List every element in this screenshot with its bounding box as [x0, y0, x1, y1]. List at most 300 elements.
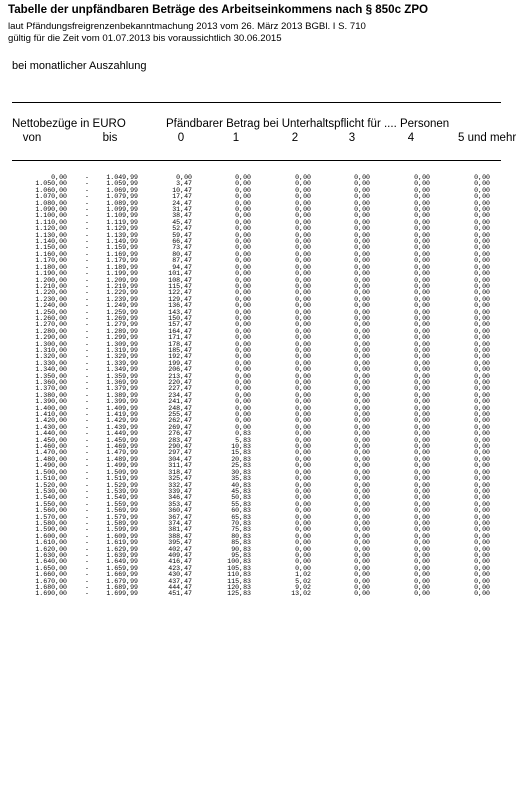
cell-from: 1.120,00: [35, 225, 67, 233]
cell-persons-0: 332,47: [168, 481, 192, 489]
cell-from: 1.380,00: [35, 391, 67, 399]
range-dash: -: [85, 257, 89, 265]
cell-from: 0,00: [51, 174, 67, 181]
cell-persons-1: 0,00: [235, 340, 251, 348]
cell-from: 1.460,00: [35, 443, 67, 451]
cell-from: 1.360,00: [35, 379, 67, 386]
range-dash: -: [85, 590, 89, 598]
cell-to: 1.439,99: [106, 423, 138, 431]
cell-persons-1: 0,00: [235, 250, 251, 258]
range-dash: -: [85, 334, 89, 342]
cell-persons-3: 0,00: [354, 564, 370, 572]
cell-persons-3: 0,00: [354, 391, 370, 399]
cell-persons-1: 0,00: [235, 372, 251, 380]
cell-persons-5: 0,00: [474, 186, 490, 194]
cell-to: 1.309,99: [106, 340, 138, 348]
cell-persons-1: 0,00: [235, 289, 251, 297]
cell-persons-0: 402,47: [168, 545, 192, 553]
cell-persons-2: 0,00: [295, 481, 311, 489]
cell-persons-1: 0,00: [235, 295, 251, 303]
cell-from: 1.670,00: [35, 577, 67, 585]
cell-persons-2: 0,00: [295, 526, 311, 534]
cell-persons-4: 0,00: [414, 372, 430, 380]
cell-to: 1.209,99: [106, 276, 138, 284]
cell-persons-2: 0,00: [295, 391, 311, 399]
cell-to: 1.219,99: [106, 282, 138, 290]
cell-persons-4: 0,00: [414, 308, 430, 316]
range-dash: -: [85, 455, 89, 463]
column-from-header: von: [22, 132, 42, 144]
cell-persons-0: 143,47: [168, 308, 192, 316]
range-dash: -: [85, 359, 89, 367]
cell-persons-5: 0,00: [474, 174, 490, 181]
range-dash: -: [85, 353, 89, 361]
cell-persons-0: 0,00: [176, 174, 192, 181]
range-dash: -: [85, 475, 89, 483]
cell-persons-4: 0,00: [414, 314, 430, 322]
cell-to: 1.609,99: [106, 532, 138, 540]
cell-to: 1.089,99: [106, 199, 138, 207]
cell-from: 1.320,00: [35, 353, 67, 361]
cell-persons-5: 0,00: [474, 372, 490, 380]
range-dash: -: [85, 481, 89, 489]
cell-persons-4: 0,00: [414, 584, 430, 591]
cell-persons-4: 0,00: [414, 558, 430, 566]
range-dash: -: [85, 417, 89, 425]
cell-persons-3: 0,00: [354, 359, 370, 367]
cell-persons-2: 0,00: [295, 321, 311, 329]
cell-persons-4: 0,00: [414, 186, 430, 194]
column-persons-1-header: 1: [232, 132, 240, 144]
cell-persons-2: 0,00: [295, 244, 311, 252]
cell-to: 1.129,99: [106, 225, 138, 233]
cell-persons-5: 0,00: [474, 571, 490, 579]
cell-to: 1.049,99: [106, 174, 138, 181]
cell-persons-2: 5,02: [295, 577, 311, 585]
cell-persons-1: 0,00: [235, 225, 251, 233]
cell-persons-2: 0,00: [295, 366, 311, 374]
cell-persons-1: 0,00: [235, 321, 251, 329]
cell-from: 1.610,00: [35, 539, 67, 547]
cell-persons-5: 0,00: [474, 238, 490, 246]
cell-persons-4: 0,00: [414, 404, 430, 412]
cell-persons-4: 0,00: [414, 238, 430, 246]
cell-persons-1: 50,83: [231, 494, 251, 502]
cell-persons-4: 0,00: [414, 334, 430, 342]
cell-to: 1.229,99: [106, 289, 138, 297]
cell-persons-5: 0,00: [474, 206, 490, 214]
cell-persons-0: 325,47: [168, 475, 192, 483]
cell-persons-1: 115,83: [227, 577, 251, 585]
cell-persons-2: 0,00: [295, 289, 311, 297]
cell-persons-4: 0,00: [414, 481, 430, 489]
cell-persons-0: 367,47: [168, 513, 192, 521]
cell-persons-2: 0,00: [295, 199, 311, 207]
cell-persons-3: 0,00: [354, 314, 370, 322]
cell-to: 1.249,99: [106, 302, 138, 310]
cell-persons-4: 0,00: [414, 321, 430, 329]
cell-from: 1.480,00: [35, 455, 67, 463]
cell-persons-3: 0,00: [354, 487, 370, 495]
cell-to: 1.619,99: [106, 539, 138, 547]
cell-persons-5: 0,00: [474, 334, 490, 342]
cell-persons-4: 0,00: [414, 443, 430, 451]
cell-persons-5: 0,00: [474, 270, 490, 278]
cell-from: 1.560,00: [35, 507, 67, 515]
cell-from: 1.210,00: [35, 282, 67, 290]
cell-persons-2: 0,00: [295, 334, 311, 342]
cell-persons-0: 339,47: [168, 487, 192, 495]
range-dash: -: [85, 564, 89, 572]
cell-from: 1.540,00: [35, 494, 67, 502]
cell-from: 1.080,00: [35, 199, 67, 207]
cell-persons-3: 0,00: [354, 398, 370, 406]
range-dash: -: [85, 532, 89, 540]
cell-persons-2: 0,00: [295, 231, 311, 239]
cell-persons-4: 0,00: [414, 539, 430, 547]
cell-persons-2: 0,00: [295, 449, 311, 457]
cell-from: 1.650,00: [35, 564, 67, 572]
cell-persons-2: 0,00: [295, 468, 311, 476]
cell-persons-2: 0,00: [295, 545, 311, 553]
cell-persons-1: 25,83: [231, 462, 251, 470]
cell-persons-4: 0,00: [414, 359, 430, 367]
range-dash: -: [85, 327, 89, 335]
cell-to: 1.699,99: [106, 590, 138, 598]
cell-to: 1.079,99: [106, 193, 138, 201]
range-dash: -: [85, 513, 89, 521]
cell-persons-3: 0,00: [354, 590, 370, 598]
cell-persons-2: 0,00: [295, 174, 311, 181]
cell-persons-0: 444,47: [168, 584, 192, 591]
cell-persons-4: 0,00: [414, 346, 430, 354]
cell-to: 1.419,99: [106, 411, 138, 419]
cell-persons-0: 87,47: [172, 257, 192, 265]
cell-persons-3: 0,00: [354, 231, 370, 239]
cell-persons-1: 0,00: [235, 314, 251, 322]
cell-from: 1.490,00: [35, 462, 67, 470]
range-dash: -: [85, 443, 89, 451]
cell-from: 1.390,00: [35, 398, 67, 406]
cell-persons-3: 0,00: [354, 180, 370, 188]
range-dash: -: [85, 487, 89, 495]
cell-persons-1: 0,00: [235, 238, 251, 246]
cell-persons-5: 0,00: [474, 199, 490, 207]
cell-from: 1.570,00: [35, 513, 67, 521]
cell-persons-0: 157,47: [168, 321, 192, 329]
cell-persons-0: 262,47: [168, 417, 192, 425]
cell-from: 1.520,00: [35, 481, 67, 489]
cell-persons-5: 0,00: [474, 564, 490, 572]
range-dash: -: [85, 193, 89, 201]
cell-persons-2: 0,00: [295, 225, 311, 233]
cell-persons-2: 0,00: [295, 423, 311, 431]
cell-persons-1: 40,83: [231, 481, 251, 489]
cell-persons-4: 0,00: [414, 500, 430, 508]
range-dash: -: [85, 174, 89, 181]
cell-persons-3: 0,00: [354, 539, 370, 547]
cell-from: 1.150,00: [35, 244, 67, 252]
cell-persons-2: 0,00: [295, 455, 311, 463]
cell-persons-5: 0,00: [474, 398, 490, 406]
cell-persons-2: 0,00: [295, 282, 311, 290]
cell-persons-0: 24,47: [172, 199, 192, 207]
cell-to: 1.669,99: [106, 571, 138, 579]
cell-persons-2: 0,00: [295, 359, 311, 367]
subtitle-validity: gültig für die Zeit vom 01.07.2013 bis voraussichtlich 30.06.2015: [8, 33, 282, 44]
range-dash: -: [85, 321, 89, 329]
range-dash: -: [85, 436, 89, 444]
cell-persons-0: 73,47: [172, 244, 192, 252]
range-dash: -: [85, 539, 89, 547]
cell-to: 1.499,99: [106, 462, 138, 470]
cell-persons-4: 0,00: [414, 423, 430, 431]
cell-persons-2: 0,00: [295, 302, 311, 310]
cell-persons-0: 409,47: [168, 551, 192, 559]
cell-persons-5: 0,00: [474, 443, 490, 451]
cell-from: 1.050,00: [35, 180, 67, 188]
cell-to: 1.279,99: [106, 321, 138, 329]
cell-persons-4: 0,00: [414, 468, 430, 476]
cell-persons-4: 0,00: [414, 507, 430, 515]
cell-persons-0: 248,47: [168, 404, 192, 412]
cell-from: 1.200,00: [35, 276, 67, 284]
cell-persons-0: 451,47: [168, 590, 192, 598]
cell-persons-5: 0,00: [474, 263, 490, 271]
cell-persons-3: 0,00: [354, 449, 370, 457]
cell-persons-3: 0,00: [354, 340, 370, 348]
cell-from: 1.470,00: [35, 449, 67, 457]
cell-persons-1: 0,00: [235, 186, 251, 194]
cell-persons-4: 0,00: [414, 366, 430, 374]
cell-persons-2: 0,00: [295, 276, 311, 284]
cell-persons-4: 0,00: [414, 417, 430, 425]
cell-persons-4: 0,00: [414, 513, 430, 521]
cell-persons-5: 0,00: [474, 244, 490, 252]
cell-persons-3: 0,00: [354, 455, 370, 463]
cell-to: 1.629,99: [106, 545, 138, 553]
cell-persons-3: 0,00: [354, 571, 370, 579]
range-dash: -: [85, 526, 89, 534]
cell-persons-1: 0,00: [235, 218, 251, 226]
cell-persons-5: 0,00: [474, 250, 490, 258]
cell-persons-1: 0,00: [235, 206, 251, 214]
cell-persons-3: 0,00: [354, 423, 370, 431]
cell-from: 1.100,00: [35, 212, 67, 220]
cell-persons-3: 0,00: [354, 308, 370, 316]
cell-from: 1.590,00: [35, 526, 67, 534]
cell-to: 1.329,99: [106, 353, 138, 361]
cell-persons-4: 0,00: [414, 276, 430, 284]
cell-persons-1: 0,00: [235, 180, 251, 188]
cell-persons-2: 0,00: [295, 206, 311, 214]
cell-persons-5: 0,00: [474, 225, 490, 233]
cell-persons-0: 59,47: [172, 231, 192, 239]
cell-from: 1.450,00: [35, 436, 67, 444]
cell-persons-3: 0,00: [354, 468, 370, 476]
cell-persons-0: 17,47: [172, 193, 192, 201]
range-dash: -: [85, 545, 89, 553]
cell-persons-4: 0,00: [414, 282, 430, 290]
cell-to: 1.529,99: [106, 481, 138, 489]
cell-persons-0: 290,47: [168, 443, 192, 451]
cell-persons-4: 0,00: [414, 564, 430, 572]
cell-from: 1.550,00: [35, 500, 67, 508]
cell-persons-1: 65,83: [231, 513, 251, 521]
cell-persons-4: 0,00: [414, 475, 430, 483]
cell-persons-1: 0,00: [235, 379, 251, 386]
cell-persons-4: 0,00: [414, 180, 430, 188]
cell-persons-1: 0,00: [235, 327, 251, 335]
range-dash: -: [85, 391, 89, 399]
cell-persons-0: 129,47: [168, 295, 192, 303]
range-dash: -: [85, 551, 89, 559]
cell-from: 1.620,00: [35, 545, 67, 553]
cell-persons-0: 3,47: [176, 180, 192, 188]
cell-persons-5: 0,00: [474, 289, 490, 297]
cell-persons-3: 0,00: [354, 346, 370, 354]
cell-persons-1: 0,00: [235, 257, 251, 265]
cell-persons-5: 0,00: [474, 295, 490, 303]
cell-persons-1: 0,00: [235, 276, 251, 284]
cell-to: 1.449,99: [106, 430, 138, 438]
range-dash: -: [85, 507, 89, 515]
cell-persons-2: 0,00: [295, 436, 311, 444]
cell-persons-0: 136,47: [168, 302, 192, 310]
cell-from: 1.330,00: [35, 359, 67, 367]
cell-persons-5: 0,00: [474, 346, 490, 354]
cell-from: 1.430,00: [35, 423, 67, 431]
cell-to: 1.119,99: [106, 218, 138, 226]
range-dash: -: [85, 244, 89, 252]
cell-persons-1: 120,83: [227, 584, 251, 591]
cell-persons-4: 0,00: [414, 379, 430, 386]
cell-from: 1.400,00: [35, 404, 67, 412]
cell-to: 1.659,99: [106, 564, 138, 572]
cell-persons-5: 0,00: [474, 193, 490, 201]
cell-persons-4: 0,00: [414, 590, 430, 598]
range-dash: -: [85, 206, 89, 214]
cell-persons-0: 94,47: [172, 263, 192, 271]
range-dash: -: [85, 231, 89, 239]
cell-persons-1: 0,00: [235, 366, 251, 374]
cell-from: 1.690,00: [35, 590, 67, 598]
cell-persons-3: 0,00: [354, 372, 370, 380]
cell-persons-1: 0,00: [235, 385, 251, 393]
cell-persons-1: 95,83: [231, 551, 251, 559]
cell-persons-4: 0,00: [414, 449, 430, 457]
cell-persons-4: 0,00: [414, 526, 430, 534]
range-dash: -: [85, 571, 89, 579]
cell-to: 1.299,99: [106, 334, 138, 342]
cell-persons-1: 55,83: [231, 500, 251, 508]
cell-persons-5: 0,00: [474, 551, 490, 559]
cell-to: 1.169,99: [106, 250, 138, 258]
cell-persons-1: 0,00: [235, 302, 251, 310]
cell-persons-0: 374,47: [168, 519, 192, 527]
cell-persons-3: 0,00: [354, 513, 370, 521]
cell-from: 1.600,00: [35, 532, 67, 540]
range-dash: -: [85, 308, 89, 316]
cell-from: 1.680,00: [35, 584, 67, 591]
range-dash: -: [85, 186, 89, 194]
cell-persons-4: 0,00: [414, 532, 430, 540]
cell-persons-3: 0,00: [354, 558, 370, 566]
cell-persons-1: 0,00: [235, 417, 251, 425]
subtitle-regulation: laut Pfändungsfreigrenzenbekanntmachung 2013 vom 26. März 2013 BGBl. I S. 710: [8, 21, 366, 32]
cell-persons-2: 0,00: [295, 308, 311, 316]
cell-to: 1.429,99: [106, 417, 138, 425]
cell-persons-1: 0,00: [235, 353, 251, 361]
cell-persons-0: 381,47: [168, 526, 192, 534]
cell-persons-4: 0,00: [414, 487, 430, 495]
cell-persons-2: 0,00: [295, 430, 311, 438]
cell-persons-3: 0,00: [354, 507, 370, 515]
cell-to: 1.559,99: [106, 500, 138, 508]
cell-from: 1.300,00: [35, 340, 67, 348]
cell-persons-2: 0,00: [295, 564, 311, 572]
cell-persons-0: 423,47: [168, 564, 192, 572]
cell-persons-0: 178,47: [168, 340, 192, 348]
column-persons-0-header: 0: [177, 132, 185, 144]
cell-from: 1.370,00: [35, 385, 67, 393]
range-dash: -: [85, 225, 89, 233]
cell-to: 1.459,99: [106, 436, 138, 444]
cell-persons-2: 0,00: [295, 443, 311, 451]
cell-persons-2: 0,00: [295, 417, 311, 425]
cell-to: 1.319,99: [106, 346, 138, 354]
cell-persons-3: 0,00: [354, 500, 370, 508]
cell-persons-5: 0,00: [474, 468, 490, 476]
range-dash: -: [85, 295, 89, 303]
cell-persons-2: 0,00: [295, 186, 311, 194]
cell-persons-0: 234,47: [168, 391, 192, 399]
cell-persons-2: 0,00: [295, 462, 311, 470]
cell-persons-0: 192,47: [168, 353, 192, 361]
cell-persons-3: 0,00: [354, 334, 370, 342]
cell-from: 1.270,00: [35, 321, 67, 329]
cell-persons-1: 0,00: [235, 346, 251, 354]
cell-to: 1.479,99: [106, 449, 138, 457]
cell-persons-4: 0,00: [414, 551, 430, 559]
cell-persons-5: 0,00: [474, 519, 490, 527]
cell-persons-2: 0,00: [295, 340, 311, 348]
cell-persons-5: 0,00: [474, 481, 490, 489]
cell-from: 1.310,00: [35, 346, 67, 354]
range-dash: -: [85, 558, 89, 566]
cell-persons-2: 0,00: [295, 532, 311, 540]
cell-from: 1.580,00: [35, 519, 67, 527]
cell-persons-5: 0,00: [474, 385, 490, 393]
cell-persons-0: 150,47: [168, 314, 192, 322]
range-dash: -: [85, 494, 89, 502]
cell-persons-1: 45,83: [231, 487, 251, 495]
cell-persons-3: 0,00: [354, 321, 370, 329]
cell-persons-0: 346,47: [168, 494, 192, 502]
cell-persons-0: 66,47: [172, 238, 192, 246]
cell-persons-0: 353,47: [168, 500, 192, 508]
cell-persons-0: 115,47: [168, 282, 192, 290]
cell-persons-2: 0,00: [295, 193, 311, 201]
cell-persons-3: 0,00: [354, 436, 370, 444]
range-dash: -: [85, 379, 89, 386]
cell-persons-1: 0,00: [235, 423, 251, 431]
cell-persons-1: 90,83: [231, 545, 251, 553]
cell-persons-5: 0,00: [474, 436, 490, 444]
cell-from: 1.500,00: [35, 468, 67, 476]
cell-from: 1.280,00: [35, 327, 67, 335]
cell-from: 1.630,00: [35, 551, 67, 559]
